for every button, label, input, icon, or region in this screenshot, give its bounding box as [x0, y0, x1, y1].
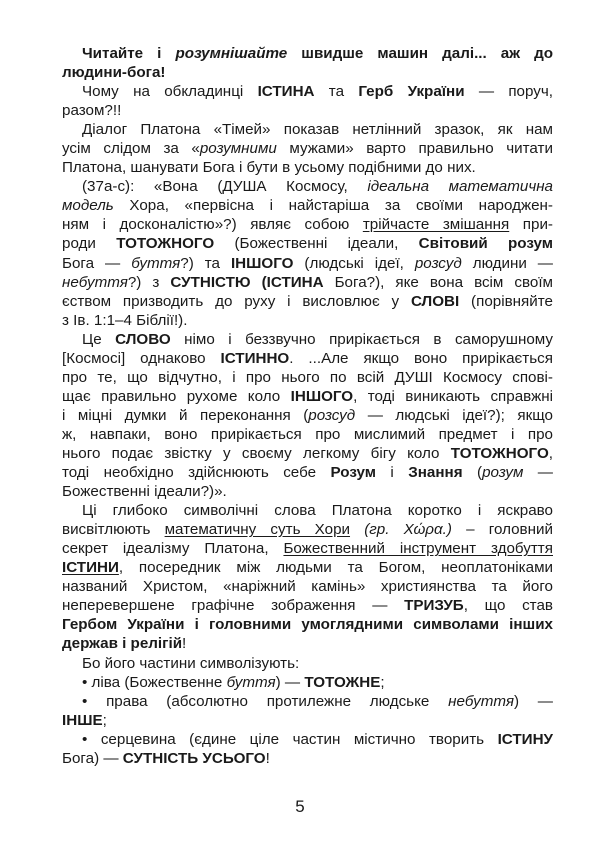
text-segment: СУТНІСТЬ УСЬОГО: [122, 749, 266, 767]
text-segment: Діалог Платона «Тімей» показав нетлінний зразок, як нам: [82, 121, 553, 139]
text-line: [62, 673, 553, 692]
text-segment: людини —: [461, 254, 553, 272]
text-line: [62, 520, 553, 539]
text-line: [62, 387, 553, 406]
paragraph: [62, 692, 553, 730]
text-line: [62, 349, 553, 368]
text-line: [62, 634, 553, 653]
text-segment: Бога) —: [62, 749, 123, 767]
paragraph: [62, 501, 553, 653]
text-segment: і: [375, 464, 409, 482]
text-segment: ТРИЗУБ: [404, 597, 464, 615]
text-line: [62, 177, 553, 196]
text-segment: трійчасте змішання: [362, 216, 510, 234]
text-line: [62, 692, 553, 711]
text-segment: ТОТОЖНЕ: [304, 673, 381, 691]
text-segment: Бо його частини символізують:: [82, 654, 300, 672]
paragraph: [62, 82, 553, 120]
text-segment: ?) та: [180, 254, 231, 272]
text-segment: —: [523, 464, 553, 482]
text-line: [62, 292, 553, 311]
text-segment: ) —: [275, 673, 305, 691]
text-line: [62, 730, 553, 749]
text-segment: небуття: [62, 273, 128, 291]
text-line: [62, 406, 553, 425]
text-segment: , тоді виникають справжні: [353, 387, 553, 405]
text-segment: усім слідом за «: [62, 140, 200, 158]
text-segment: при-: [509, 216, 553, 234]
text-line: [62, 44, 553, 63]
text-line: [62, 330, 553, 349]
text-segment: буття: [131, 254, 181, 272]
text-segment: названий Христом, «наріжний камінь» християнства та його: [62, 578, 553, 596]
text-segment: держав і релігій: [62, 635, 183, 653]
text-line: [62, 101, 553, 120]
paragraph: [62, 44, 553, 82]
text-segment: (людські ідеї,: [293, 254, 415, 272]
text-segment: Герб України: [358, 83, 465, 101]
text-segment: єством призводить до руху і висловлює у: [62, 292, 411, 310]
text-segment: щає правильно рухоме коло: [62, 387, 291, 405]
text-line: [62, 425, 553, 444]
text-segment: ІНШОГО: [290, 387, 354, 405]
text-segment: [350, 521, 364, 538]
text-segment: математичну суть Хори: [164, 521, 351, 539]
text-segment: небуття: [448, 692, 514, 710]
text-segment: про те, що відчутно, і про нього по всій ДУШІ Космосу спові-: [62, 368, 553, 386]
text-line: [62, 196, 553, 215]
text-segment: Гербом України і головними умоглядними символами інших: [62, 616, 553, 634]
text-segment: модель: [62, 197, 114, 215]
text-segment: ІСТИННО: [220, 349, 290, 367]
text-segment: • права (абсолютно протилежне людське: [82, 692, 449, 710]
text-segment: ТОТОЖНОГО: [450, 444, 549, 462]
paragraph: [62, 654, 553, 673]
text-line: [62, 711, 553, 730]
text-segment: разом?!!: [62, 102, 122, 120]
text-segment: Розум: [330, 464, 376, 482]
text-segment: секрет ідеалізму Платона,: [62, 540, 284, 558]
text-segment: розумними: [199, 140, 277, 158]
text-line: [62, 501, 553, 520]
text-segment: • ліва (Божественне: [82, 673, 227, 691]
paragraph: [62, 120, 553, 177]
text-segment: (: [462, 464, 483, 482]
text-segment: Платона, шанувати Бога і бути в усьому подібними до них.: [62, 159, 476, 177]
text-segment: ) —: [513, 692, 553, 710]
text-segment: – головний: [451, 521, 553, 539]
text-line: [62, 254, 553, 273]
text-segment: ідеальна математична: [367, 178, 553, 196]
text-segment: СЛОВО: [115, 330, 171, 348]
text-segment: Чому на обкладинці: [82, 83, 258, 101]
text-segment: буття: [226, 673, 276, 691]
text-segment: !: [182, 635, 187, 653]
text-segment: і міцні думки й переконання (: [62, 406, 309, 424]
text-segment: ,: [548, 444, 553, 462]
text-segment: Бога —: [62, 254, 132, 272]
text-line: [62, 596, 553, 615]
text-line: [62, 215, 553, 234]
text-segment: розсуд: [308, 406, 356, 424]
text-segment: розумнішайте: [175, 45, 288, 62]
text-segment: ІСТИНА: [257, 83, 315, 101]
text-segment: Це: [82, 330, 116, 348]
text-segment: тоді необхідно здійснюють себе: [62, 464, 331, 482]
text-segment: Хора, «первісна і найстаріша за своїми народжен-: [113, 197, 553, 215]
text-segment: [Космосі] однаково: [62, 349, 221, 367]
text-segment: ?) з: [127, 273, 171, 291]
text-segment: нього подає звістку у своєму легкому бігу коло: [62, 444, 451, 462]
document-body: [62, 44, 553, 768]
text-segment: німо і беззвучно прирікається в саморушному: [170, 330, 553, 348]
text-segment: • серцевина (єдине ціле частин містично творить: [82, 730, 498, 748]
text-segment: (Божественні ідеали,: [214, 235, 419, 253]
text-segment: з Ів. 1:1–4 Біблії!).: [62, 311, 188, 329]
text-segment: розум: [482, 464, 524, 482]
text-line: [62, 539, 553, 558]
text-line: [62, 311, 553, 330]
paragraph: [62, 730, 553, 768]
text-line: [62, 482, 553, 501]
text-segment: мужами» варто правильно читати: [276, 140, 553, 158]
text-line: [62, 577, 553, 596]
text-segment: Знання: [408, 464, 463, 482]
text-segment: висвітлюють: [62, 521, 165, 539]
text-segment: Читайте і: [82, 45, 176, 62]
text-segment: неперевершене графічне зображення —: [62, 597, 405, 615]
text-line: [62, 139, 553, 158]
text-line: [62, 463, 553, 482]
text-segment: (гр. Χώρα.): [364, 521, 452, 539]
page-number: 5: [295, 797, 305, 816]
text-segment: ;: [380, 673, 385, 691]
text-segment: ІНШЕ: [62, 711, 103, 729]
text-segment: СУТНІСТЮ (ІСТИНА: [170, 273, 324, 291]
text-segment: ІНШОГО: [230, 254, 294, 272]
text-segment: ІСТИНУ: [497, 730, 553, 748]
text-segment: , що став: [463, 597, 553, 615]
text-segment: ;: [102, 711, 107, 729]
text-line: [62, 273, 553, 292]
text-segment: !: [265, 749, 270, 767]
text-line: [62, 749, 553, 768]
paragraph: [62, 177, 553, 329]
text-segment: роди: [62, 235, 117, 253]
text-segment: розсуд: [414, 254, 462, 272]
text-line: [62, 368, 553, 387]
text-segment: — поруч,: [464, 83, 554, 101]
text-line: [62, 558, 553, 577]
text-segment: ІСТИНИ: [62, 559, 119, 577]
text-segment: людини-бога!: [62, 64, 166, 82]
text-segment: Ці глибоко символічні слова Платона коротко і яскраво: [82, 502, 553, 520]
text-line: [62, 654, 553, 673]
text-line: [62, 120, 553, 139]
text-line: [62, 158, 553, 177]
text-segment: (37а-с): «Вона (ДУША Космосу,: [82, 178, 368, 196]
text-line: [62, 63, 553, 82]
text-line: [62, 615, 553, 634]
text-segment: — людські ідеї?); якщо: [355, 406, 553, 424]
paragraph: [62, 330, 553, 501]
text-segment: ТОТОЖНОГО: [116, 235, 215, 253]
text-segment: Божественний інструмент здобуття: [283, 540, 553, 558]
paragraph: [62, 673, 553, 692]
text-segment: ж, навпаки, воно прирікається про мислимий предмет і про: [62, 425, 553, 443]
text-line: [62, 82, 553, 101]
text-segment: СЛОВІ: [410, 292, 460, 310]
text-segment: (порівняйте: [459, 292, 553, 310]
text-line: [62, 444, 553, 463]
text-segment: . ...Але якщо воно прирікається: [289, 349, 553, 367]
text-segment: ням і досконалістю»?) являє собою: [62, 216, 363, 234]
text-segment: швидше машин далі... аж до: [287, 45, 553, 62]
text-line: [62, 234, 553, 253]
text-segment: , посередник між людьми та Богом, неоплатоніками: [118, 559, 553, 577]
text-segment: Божественні ідеали?)».: [62, 483, 227, 501]
text-segment: та: [314, 83, 359, 101]
text-segment: Світовий розум: [418, 235, 553, 253]
text-segment: Бога?), яке вона всім своїм: [323, 273, 553, 291]
